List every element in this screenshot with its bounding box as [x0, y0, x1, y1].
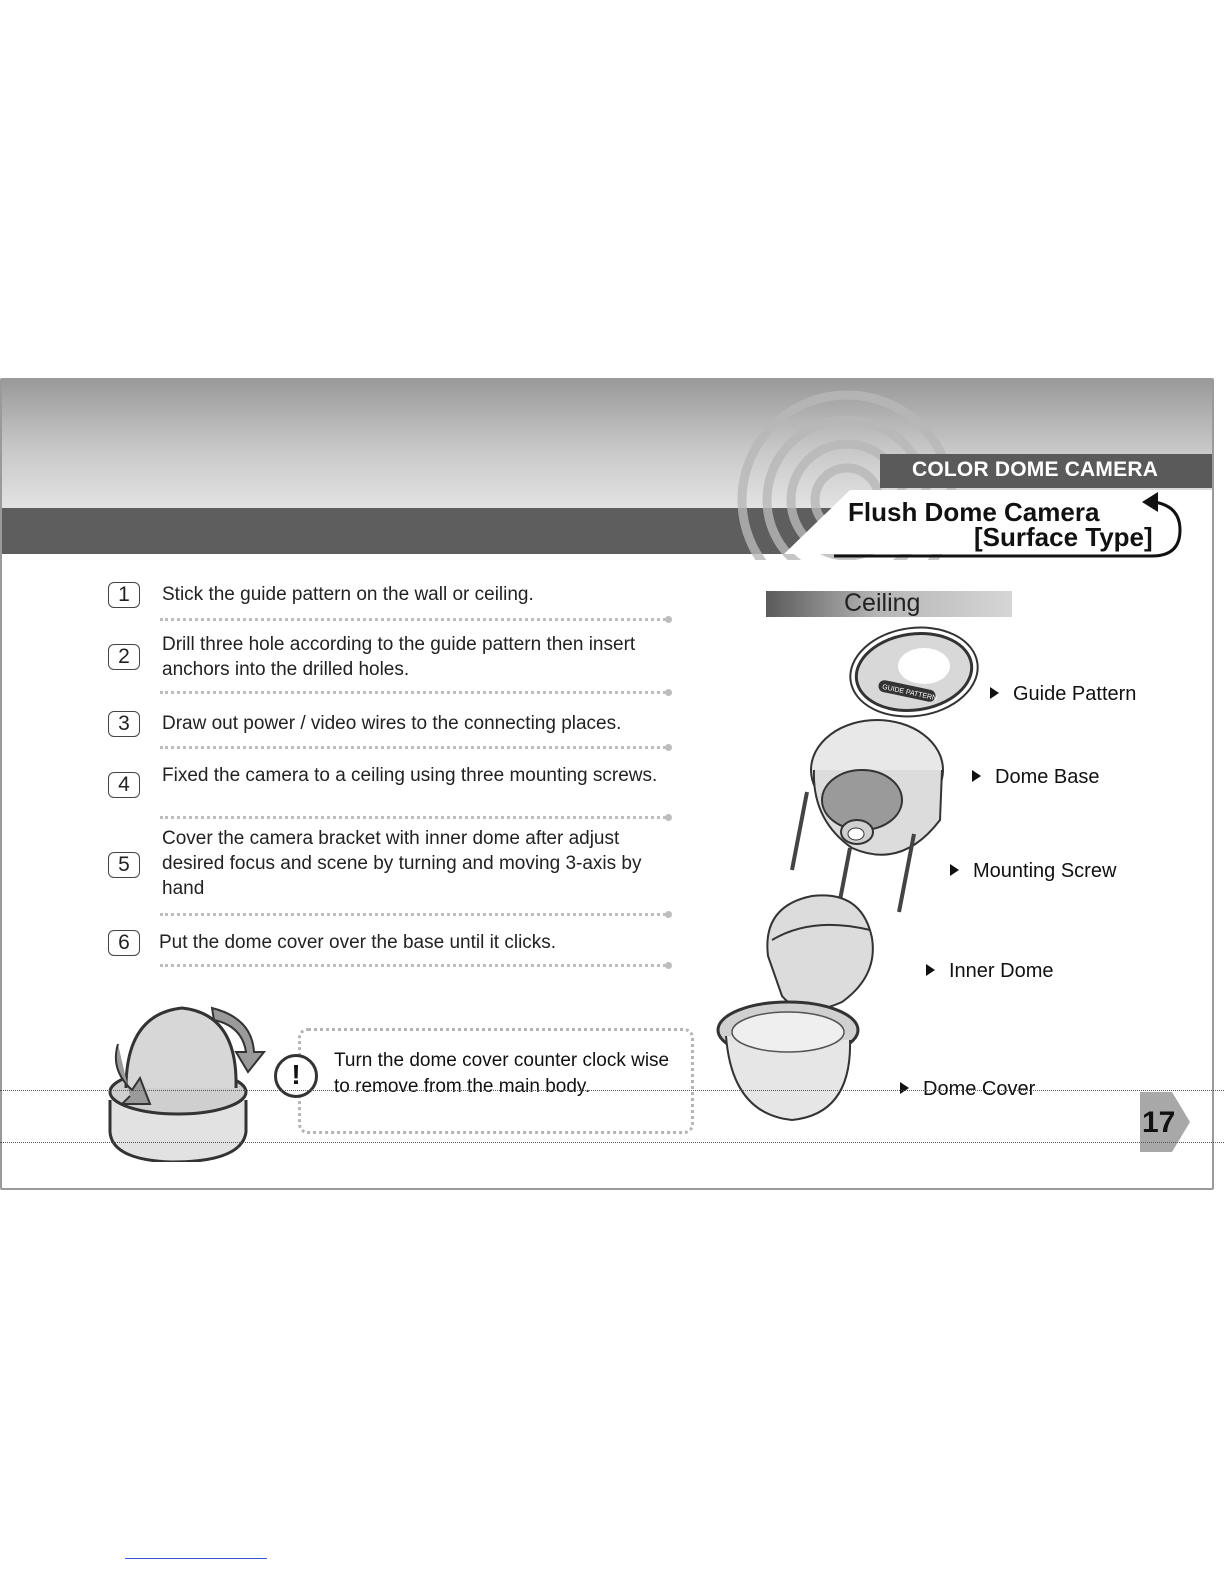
step-text-2: Drill three hole according to the guide pattern then insert anchors into the drilled holes.: [162, 634, 636, 680]
step-divider: [160, 691, 666, 694]
arrow-right-icon: [972, 770, 981, 782]
guide-line: [0, 1090, 1224, 1091]
step-divider: [160, 816, 666, 819]
arrow-right-icon: [900, 1082, 909, 1094]
step-number-3: 3: [108, 711, 140, 737]
step-number-4: 4: [108, 772, 140, 798]
part-label-guide-pattern: Guide Pattern: [990, 683, 1136, 706]
step-divider: [160, 913, 666, 916]
step-divider: [160, 618, 666, 621]
step-text-5: Cover the camera bracket with inner dome after adjust desired focus and scene by turning and moving 3-axis by hand: [162, 828, 642, 899]
page-title-line2: [Surface Type]: [974, 522, 1153, 552]
guide-line: [0, 1142, 1224, 1143]
arrow-right-icon: [926, 964, 935, 976]
section-label: COLOR DOME CAMERA: [912, 458, 1159, 481]
step-number-5: 5: [108, 852, 140, 878]
step-text-3: Draw out power / video wires to the connecting places.: [162, 713, 622, 734]
step-number-1: 1: [108, 582, 140, 608]
part-label-dome-base: Dome Base: [972, 766, 1100, 789]
note-text: Turn the dome cover counter clock wise to remove from the main body.: [334, 1050, 670, 1097]
ceiling-heading: Ceiling: [844, 589, 921, 617]
page-number: 17: [1142, 1106, 1176, 1139]
manual-page: [0, 378, 1214, 1190]
exclamation-icon: !: [274, 1054, 318, 1098]
step-number-2: 2: [108, 644, 140, 670]
part-label-inner-dome: Inner Dome: [926, 960, 1054, 983]
step-text-6: Put the dome cover over the base until it clicks.: [159, 932, 557, 953]
step-text-4: Fixed the camera to a ceiling using three mounting screws.: [162, 765, 658, 786]
arrow-right-icon: [990, 687, 999, 699]
part-label-dome-cover: Dome Cover: [900, 1078, 1035, 1101]
arrow-right-icon: [950, 864, 959, 876]
step-text-1: Stick the guide pattern on the wall or ceiling.: [162, 584, 534, 605]
dome-rotation-illustration: [102, 992, 272, 1162]
page-title-line1: Flush Dome Camera: [848, 497, 1100, 527]
guide-pattern-sticker: GUIDE PATTERN: [881, 683, 938, 703]
part-label-mounting-screw: Mounting Screw: [950, 860, 1116, 883]
step-number-6: 6: [108, 930, 140, 956]
step-divider: [160, 964, 666, 967]
step-divider: [160, 746, 666, 749]
footer-line: [125, 1558, 267, 1559]
